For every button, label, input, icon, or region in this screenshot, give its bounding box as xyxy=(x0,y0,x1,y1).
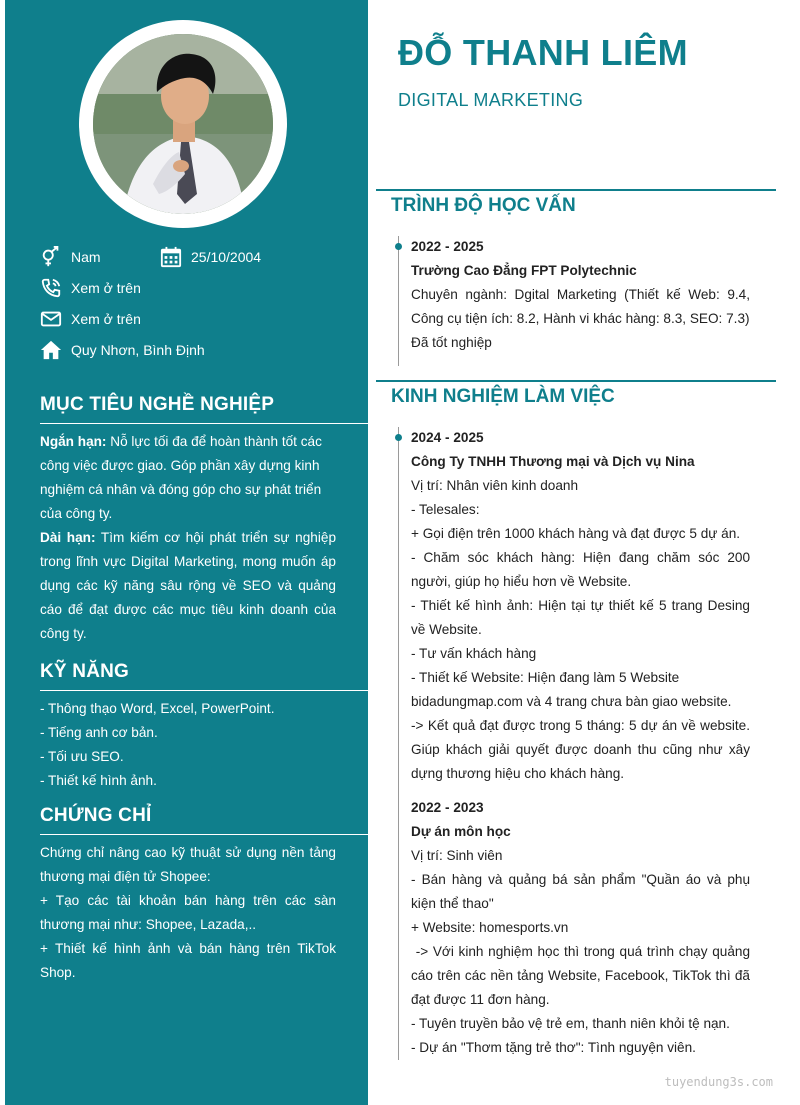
calendar-icon xyxy=(160,246,182,268)
job-line: + Website: homesports.vn xyxy=(411,920,569,935)
birthday-text: 25/10/2004 xyxy=(191,249,262,265)
skill-item: - Thiết kế hình ảnh. xyxy=(40,773,157,788)
job-entry xyxy=(411,796,754,1060)
main-content xyxy=(368,0,800,1105)
candidate-title: DIGITAL MARKETING xyxy=(398,90,584,110)
timeline-dot xyxy=(395,243,402,250)
education-years: 2022 - 2025 xyxy=(411,239,484,254)
watermark: tuyendung3s.com xyxy=(664,1075,773,1089)
experience-divider xyxy=(376,380,776,382)
education-line: Đã tốt nghiệp xyxy=(411,335,492,350)
timeline-dot xyxy=(395,434,402,441)
candidate-name: ĐỖ THANH LIÊM xyxy=(398,32,688,73)
avatar xyxy=(93,34,273,214)
long-term-text: Tìm kiếm cơ hội phát triển sự nghiệp trong lĩnh vực Digital Marketing, mong muốn áp dụng các kỹ năng sâu rộng về SEO và quảng cáo để đạt được các mục tiêu kinh doanh của công ty. xyxy=(40,530,337,641)
job-line: - Chăm sóc khách hàng: Hiện đang chăm sóc 200 người, giúp họ hiểu hơn về Website. xyxy=(411,550,750,589)
short-term-text: Nỗ lực tối đa để hoàn thành tốt các công việc được giao. Góp phần xây dựng kinh nghiệm cá nhân và đóng góp cho sự phát triển của công ty. xyxy=(40,434,322,521)
objective-long xyxy=(40,526,336,646)
address-text: Quy Nhơn, Bình Định xyxy=(71,342,205,358)
email-icon xyxy=(40,308,62,330)
certificates-divider xyxy=(40,834,368,835)
skill-item: - Tiếng anh cơ bản. xyxy=(40,725,158,740)
certificate-line: + Thiết kế hình ảnh và bán hàng trên TikTok Shop. xyxy=(40,941,336,980)
certificate-line: Chứng chỉ nâng cao kỹ thuật sử dụng nền tảng thương mại điện tử Shopee: xyxy=(40,845,336,884)
job-line: + Gọi điện trên 1000 khách hàng và đạt được 5 dự án. xyxy=(411,526,741,541)
avatar-frame xyxy=(79,20,287,228)
job-line: - Thiết kế hình ảnh: Hiện tại tự thiết kế 5 trang Desing về Website. xyxy=(411,598,750,637)
long-term-label: Dài hạn: xyxy=(40,530,96,545)
education-timeline xyxy=(398,236,399,366)
job-line: -> Với kinh nghiệm học thì trong quá trình chạy quảng cáo trên các nền tảng Website, Facebook, TikTok thì đã đạt được 11 đơn hàng. xyxy=(411,944,754,1007)
experience-timeline xyxy=(398,427,399,1060)
experience-title: KINH NGHIỆM LÀM VIỆC xyxy=(391,386,615,407)
certificate-line: + Tạo các tài khoản bán hàng trên các sàn thương mại như: Shopee, Lazada,.. xyxy=(40,893,336,932)
contact-address xyxy=(40,339,205,361)
email-text: Xem ở trên xyxy=(71,311,141,327)
education-school: Trường Cao Đẳng FPT Polytechnic xyxy=(411,263,637,278)
skills-list xyxy=(40,697,336,793)
skills-divider xyxy=(40,690,368,691)
job-line: Vị trí: Sinh viên xyxy=(411,848,503,863)
short-term-label: Ngắn hạn: xyxy=(40,434,107,449)
contact-email xyxy=(40,308,141,330)
objective-short xyxy=(40,430,336,526)
contact-birthday xyxy=(160,246,261,268)
home-icon xyxy=(40,339,62,361)
certificates-content xyxy=(40,841,336,985)
skills-title: KỸ NĂNG xyxy=(40,661,130,682)
sidebar xyxy=(5,0,368,1105)
education-entry xyxy=(411,235,750,355)
job-years: 2024 - 2025 xyxy=(411,430,484,445)
job-line: - Bán hàng và quảng bá sản phẩm "Quần áo và phụ kiện thể thao" xyxy=(411,872,750,911)
job-entry xyxy=(411,426,750,786)
education-divider xyxy=(376,189,776,191)
skill-item: - Tối ưu SEO. xyxy=(40,749,124,764)
job-line: - Tư vấn khách hàng xyxy=(411,646,537,661)
education-title: TRÌNH ĐỘ HỌC VẤN xyxy=(391,195,576,216)
contact-gender xyxy=(40,246,101,268)
phone-icon xyxy=(40,277,62,299)
objective-title: MỤC TIÊU NGHỀ NGHIỆP xyxy=(40,394,275,415)
job-line: - Telesales: xyxy=(411,502,480,517)
job-line: -> Kết quả đạt được trong 5 tháng: 5 dự án về website. Giúp khách giải quyết được doanh thu cũng như xây dựng thương hiệu cho khách hàng. xyxy=(411,718,750,781)
education-line: Chuyên ngành: Dgital Marketing (Thiết kế Web: 9.4, Công cụ tiện ích: 8.2, Hành vi khác hàng: 8.3, SEO: 7.3) xyxy=(411,287,750,326)
gender-icon xyxy=(40,246,62,268)
gender-text: Nam xyxy=(71,249,101,265)
certificates-title: CHỨNG CHỈ xyxy=(40,805,152,826)
job-line: Vị trí: Nhân viên kinh doanh xyxy=(411,478,579,493)
job-line: - Thiết kế Website: Hiện đang làm 5 Website bidadungmap.com và 4 trang chưa bàn giao website. xyxy=(411,670,732,709)
contact-phone xyxy=(40,277,141,299)
objective-divider xyxy=(40,423,368,424)
job-company: Công Ty TNHH Thương mại và Dịch vụ Nina xyxy=(411,454,695,469)
objective-content xyxy=(40,430,336,646)
job-company: Dự án môn học xyxy=(411,824,511,839)
job-line: - Tuyên truyền bảo vệ trẻ em, thanh niên khỏi tệ nạn. xyxy=(411,1016,730,1031)
phone-text: Xem ở trên xyxy=(71,280,141,296)
skill-item: - Thông thạo Word, Excel, PowerPoint. xyxy=(40,701,275,716)
job-line: - Dự án "Thơm tặng trẻ thơ": Tình nguyện viên. xyxy=(411,1040,696,1055)
job-years: 2022 - 2023 xyxy=(411,800,484,815)
